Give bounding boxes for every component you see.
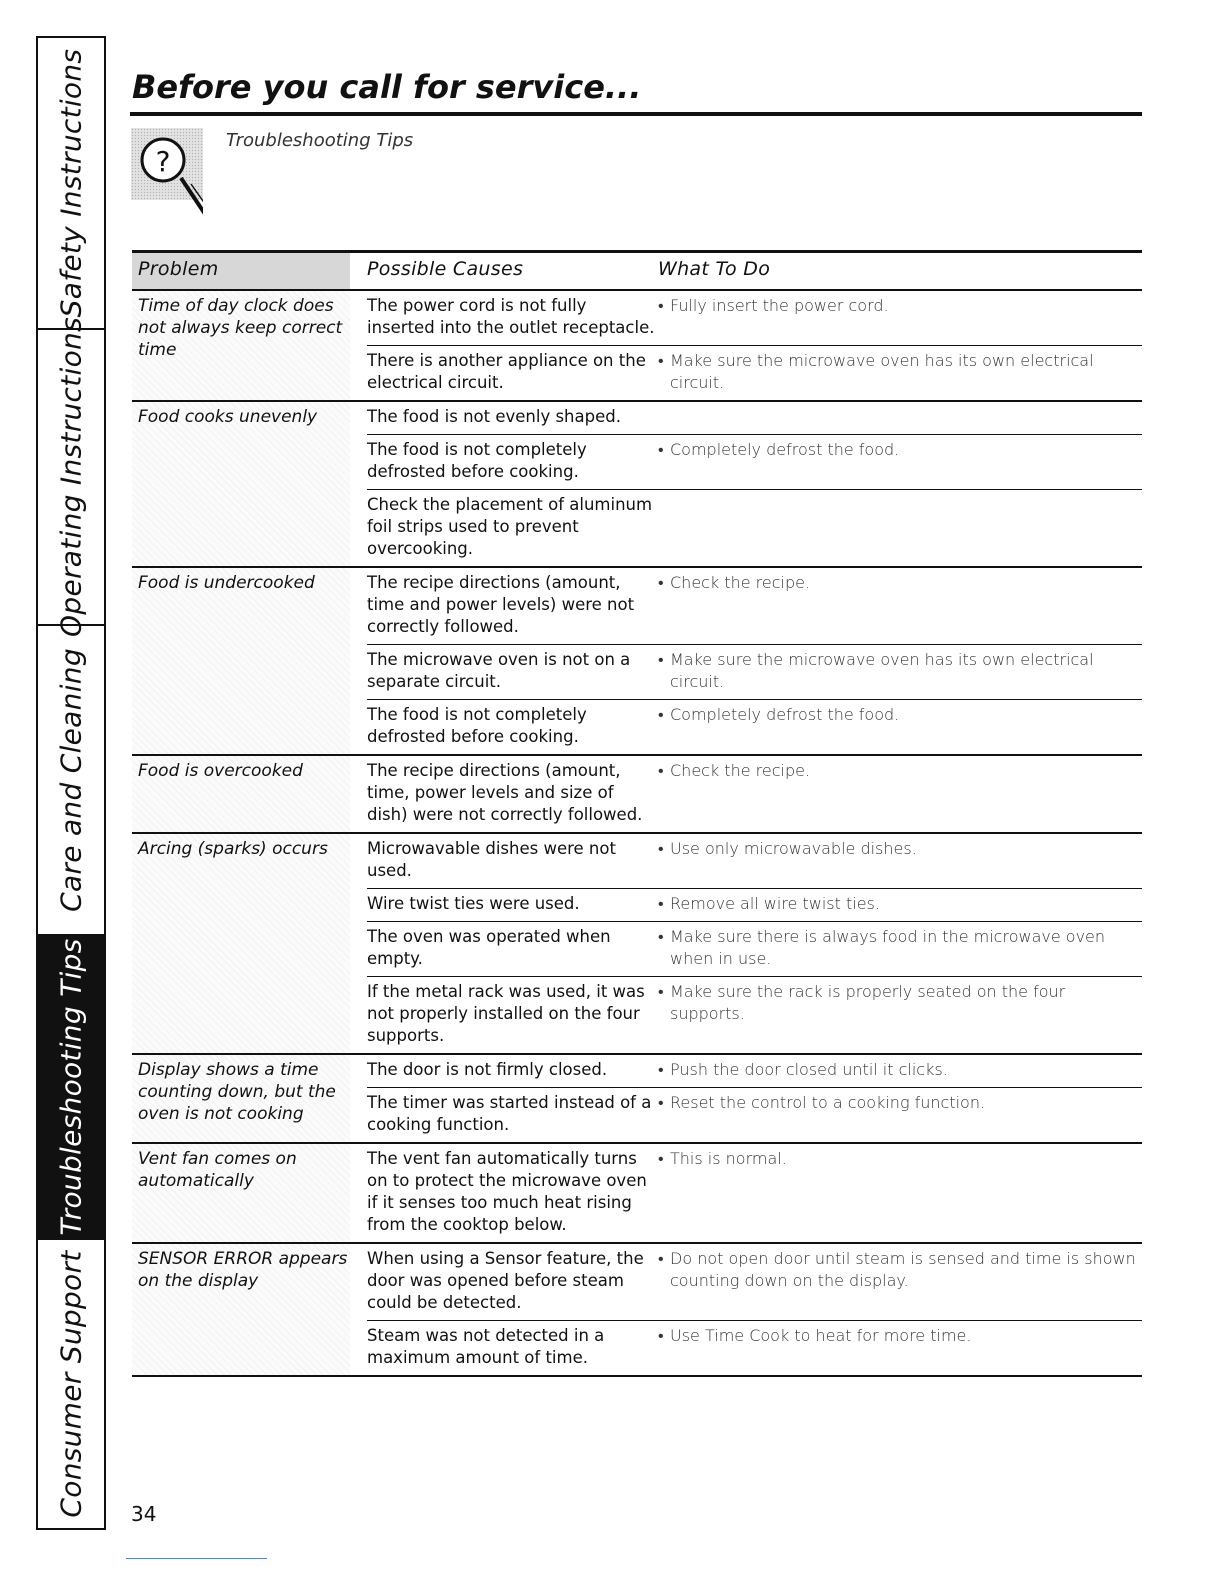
bullet-icon: • — [658, 1149, 664, 1168]
todo-text: Push the door closed until it clicks. — [670, 1060, 948, 1079]
todo-text: Remove all wire twist ties. — [670, 894, 880, 913]
table-row — [367, 1055, 1142, 1088]
todo-cell — [658, 704, 1142, 748]
bullet-icon: • — [658, 761, 664, 780]
problem-group — [132, 568, 1142, 756]
todo-cell — [658, 494, 1142, 560]
bullet-icon: • — [658, 351, 664, 370]
cause-rows — [367, 756, 1142, 832]
tab-troubleshooting-tips[interactable] — [38, 936, 104, 1240]
table-row — [367, 889, 1142, 922]
cause-cell: The power cord is not fully inserted into the outlet receptacle. — [367, 296, 655, 337]
table-header — [132, 250, 1142, 291]
todo-cell — [658, 295, 1142, 339]
todo-text: Make sure the rack is properly seated on the four supports. — [670, 982, 1066, 1023]
problem-cell: SENSOR ERROR appears on the display — [132, 1244, 350, 1375]
bullet-icon: • — [658, 894, 664, 913]
cause-cell: The oven was operated when empty. — [367, 927, 611, 968]
todo-cell — [658, 1325, 1142, 1369]
table-row — [367, 756, 1142, 832]
table-row — [367, 291, 1142, 346]
bullet-icon: • — [658, 1093, 664, 1112]
problem-cell: Food is undercooked — [132, 568, 350, 754]
problem-group — [132, 756, 1142, 834]
todo-cell — [658, 1248, 1142, 1314]
bullet-icon: • — [658, 1249, 664, 1268]
bullet-icon: • — [658, 1060, 664, 1079]
cause-rows — [367, 568, 1142, 754]
todo-cell — [658, 838, 1142, 882]
cause-rows — [367, 291, 1142, 400]
todo-text: Check the recipe. — [670, 573, 811, 592]
cause-cell: There is another appliance on the electrical circuit. — [367, 351, 646, 392]
bullet-icon: • — [658, 1326, 664, 1345]
cause-cell: The recipe directions (amount, time and power levels) were not correctly followed. — [367, 573, 635, 636]
tab-care-and-cleaning[interactable] — [38, 626, 104, 936]
bullet-icon: • — [658, 839, 664, 858]
troubleshooting-table — [132, 250, 1142, 1377]
todo-text: Reset the control to a cooking function. — [670, 1093, 986, 1112]
problem-group — [132, 291, 1142, 402]
title-rule — [130, 112, 1142, 116]
table-row — [367, 346, 1142, 400]
table-row — [367, 977, 1142, 1053]
cause-cell: The food is not completely defrosted before cooking. — [367, 705, 587, 746]
todo-text: Use only microwavable dishes. — [670, 839, 917, 858]
table-row — [367, 1144, 1142, 1242]
section-tabs — [36, 36, 106, 1530]
bullet-icon: • — [658, 982, 664, 1001]
todo-text: This is normal. — [670, 1149, 787, 1168]
cause-cell: The food is not completely defrosted before cooking. — [367, 440, 587, 481]
cause-cell: The door is not firmly closed. — [367, 1060, 608, 1079]
cause-rows — [367, 1055, 1142, 1142]
table-row — [367, 922, 1142, 977]
problem-group — [132, 402, 1142, 568]
table-row — [367, 834, 1142, 889]
tab-label: Care and Cleaning — [54, 648, 88, 912]
todo-text: Completely defrost the food. — [670, 440, 900, 459]
table-body — [132, 291, 1142, 1377]
table-row — [367, 1244, 1142, 1321]
column-header-causes: Possible Causes — [367, 258, 524, 280]
problem-group — [132, 834, 1142, 1055]
tab-label: Troubleshooting Tips — [54, 938, 88, 1236]
column-header-problem: Problem — [132, 253, 350, 289]
tab-label: Safety Instructions — [54, 48, 88, 318]
cause-cell: The food is not evenly shaped. — [367, 407, 621, 426]
cause-cell: Wire twist ties were used. — [367, 894, 580, 913]
bullet-icon: • — [658, 705, 664, 724]
bullet-icon: • — [658, 927, 664, 946]
todo-cell — [658, 893, 1142, 915]
table-row — [367, 700, 1142, 754]
tab-label: Operating Instructions — [54, 317, 88, 637]
question-magnifier-icon — [131, 128, 203, 228]
todo-cell — [658, 649, 1142, 693]
problem-group — [132, 1244, 1142, 1377]
bullet-icon: • — [658, 573, 664, 592]
cause-cell: Steam was not detected in a maximum amount of time. — [367, 1326, 605, 1367]
problem-group — [132, 1144, 1142, 1244]
problem-cell: Food cooks unevenly — [132, 402, 350, 566]
tab-label: Consumer Support — [54, 1250, 88, 1518]
page-number: 34 — [131, 1502, 157, 1526]
bullet-icon: • — [658, 296, 664, 315]
cause-cell: Microwavable dishes were not used. — [367, 839, 616, 880]
problem-cell: Vent fan comes on automatically — [132, 1144, 350, 1242]
problem-cell: Time of day clock does not always keep correct time — [132, 291, 350, 400]
problem-group — [132, 1055, 1142, 1144]
table-row — [367, 1321, 1142, 1375]
cause-cell: When using a Sensor feature, the door was opened before steam could be detected. — [367, 1249, 644, 1312]
cause-rows — [367, 1144, 1142, 1242]
table-row — [367, 645, 1142, 700]
todo-text: Do not open door until steam is sensed and time is shown counting down on the display. — [670, 1249, 1136, 1290]
todo-text: Make sure the microwave oven has its own electrical circuit. — [670, 351, 1094, 392]
todo-cell — [658, 406, 1142, 428]
todo-cell — [658, 572, 1142, 638]
cause-cell: The microwave oven is not on a separate circuit. — [367, 650, 631, 691]
table-row — [367, 1088, 1142, 1142]
section-subtitle: Troubleshooting Tips — [226, 130, 414, 151]
footer-line — [126, 1558, 267, 1559]
todo-text: Check the recipe. — [670, 761, 811, 780]
tab-safety-instructions[interactable] — [38, 38, 104, 330]
todo-cell — [658, 1092, 1142, 1136]
page-title: Before you call for service... — [132, 68, 642, 106]
todo-cell — [658, 1148, 1142, 1236]
todo-cell — [658, 760, 1142, 826]
todo-text: Make sure there is always food in the microwave oven when in use. — [670, 927, 1106, 968]
cause-cell: The recipe directions (amount, time, power levels and size of dish) were not correctly followed. — [367, 761, 643, 824]
tab-operating-instructions[interactable] — [38, 317, 104, 637]
tab-consumer-support[interactable] — [38, 1240, 104, 1528]
cause-rows — [367, 834, 1142, 1053]
table-row — [367, 435, 1142, 490]
todo-text: Use Time Cook to heat for more time. — [670, 1326, 972, 1345]
table-row — [367, 402, 1142, 435]
problem-cell: Food is overcooked — [132, 756, 350, 832]
problem-cell: Arcing (sparks) occurs — [132, 834, 350, 1053]
table-row — [367, 568, 1142, 645]
todo-cell — [658, 439, 1142, 483]
cause-rows — [367, 1244, 1142, 1375]
todo-cell — [658, 981, 1142, 1047]
bullet-icon: • — [658, 440, 664, 459]
problem-cell: Display shows a time counting down, but the oven is not cooking — [132, 1055, 350, 1142]
bullet-icon: • — [658, 650, 664, 669]
todo-text: Completely defrost the food. — [670, 705, 900, 724]
todo-text: Make sure the microwave oven has its own electrical circuit. — [670, 650, 1094, 691]
todo-cell — [658, 1059, 1142, 1081]
todo-text: Fully insert the power cord. — [670, 296, 889, 315]
table-row — [367, 490, 1142, 566]
cause-cell: The vent fan automatically turns on to protect the microwave oven if it senses too much heat rising from the cooktop below. — [367, 1149, 647, 1234]
cause-rows — [367, 402, 1142, 566]
todo-cell — [658, 926, 1142, 970]
svg-text:?: ? — [155, 145, 171, 178]
cause-cell: If the metal rack was used, it was not properly installed on the four supports. — [367, 982, 645, 1045]
column-header-todo: What To Do — [658, 258, 771, 280]
todo-cell — [658, 350, 1142, 394]
cause-cell: Check the placement of aluminum foil strips used to prevent overcooking. — [367, 495, 653, 558]
cause-cell: The timer was started instead of a cooking function. — [367, 1093, 652, 1134]
